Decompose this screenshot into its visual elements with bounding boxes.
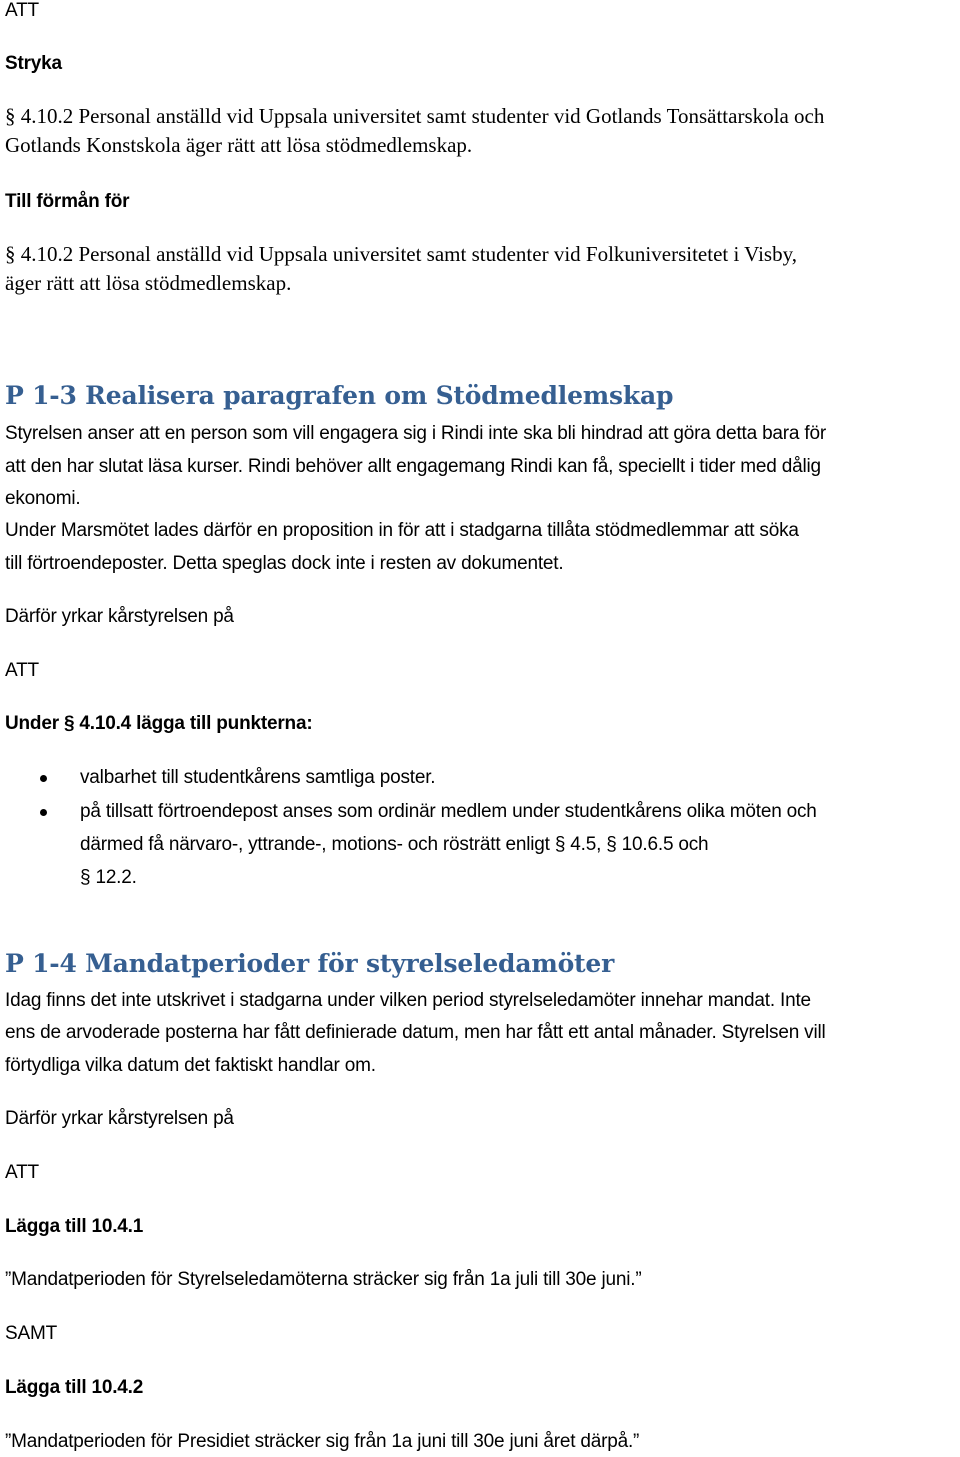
list-item: på tillsatt förtroendepost anses som ordinär medlem under studentkårens olika möten och xyxy=(80,801,817,822)
list-item-continuation: § 12.2. xyxy=(80,867,137,888)
till-forman-label: Till förmån för xyxy=(5,191,130,212)
bullet-icon xyxy=(40,809,47,816)
paragraph-line: Styrelsen anser att en person som vill engagera sig i Rindi inte ska bli hindrad att göra detta bara för xyxy=(5,423,826,444)
quoted-clause: ”Mandatperioden för Styrelseledamöterna sträcker sig från 1a juli till 30e juni.” xyxy=(5,1269,642,1290)
paragraph-line: förtydliga vilka datum det faktiskt handlar om. xyxy=(5,1055,376,1076)
paragraph-line: ens de arvoderade posterna har fått definierade datum, men har fått ett antal månader. Styrelsen vill xyxy=(5,1022,826,1043)
paragraph-line: Gotlands Konstskola äger rätt att lösa stödmedlemskap. xyxy=(5,133,473,157)
stryka-label: Stryka xyxy=(5,53,62,74)
amendment-label: Under § 4.10.4 lägga till punkterna: xyxy=(5,713,313,734)
att-label: ATT xyxy=(5,660,39,681)
att-label: ATT xyxy=(5,0,39,21)
paragraph-line: § 4.10.2 Personal anställd vid Uppsala universitet samt studenter vid Folkuniversitetet i Visby, xyxy=(5,242,797,266)
section-heading: P 1-4 Mandatperioder för styrelseledamöter xyxy=(5,949,615,978)
section-heading: P 1-3 Realisera paragrafen om Stödmedlemskap xyxy=(5,381,674,410)
paragraph-line: Idag finns det inte utskrivet i stadgarna under vilken period styrelseledamöter innehar mandat. Inte xyxy=(5,990,811,1011)
paragraph-line: äger rätt att lösa stödmedlemskap. xyxy=(5,271,292,295)
paragraph-line: § 4.10.2 Personal anställd vid Uppsala universitet samt studenter vid Gotlands Tonsättarskola och xyxy=(5,104,825,128)
motion-intro: Därför yrkar kårstyrelsen på xyxy=(5,606,234,627)
quoted-clause: ”Mandatperioden för Presidiet sträcker sig från 1a juni till 30e juni året därpå.” xyxy=(5,1431,640,1452)
add-clause-label: Lägga till 10.4.1 xyxy=(5,1216,144,1237)
motion-intro: Därför yrkar kårstyrelsen på xyxy=(5,1108,234,1129)
paragraph-line: ekonomi. xyxy=(5,488,81,509)
paragraph-line: att den har slutat läsa kurser. Rindi behöver allt engagemang Rindi kan få, speciellt i tider med dålig xyxy=(5,456,821,477)
list-item-continuation: därmed få närvaro-, yttrande-, motions- och rösträtt enligt § 4.5, § 10.6.5 och xyxy=(80,834,709,855)
att-label: ATT xyxy=(5,1162,39,1183)
list-item: valbarhet till studentkårens samtliga poster. xyxy=(80,767,436,788)
add-clause-label: Lägga till 10.4.2 xyxy=(5,1377,144,1398)
bullet-icon xyxy=(40,775,47,782)
paragraph-line: till förtroendeposter. Detta speglas dock inte i resten av dokumentet. xyxy=(5,553,564,574)
paragraph-line: Under Marsmötet lades därför en proposition in för att i stadgarna tillåta stödmedlemmar att söka xyxy=(5,520,799,541)
samt-label: SAMT xyxy=(5,1323,57,1344)
